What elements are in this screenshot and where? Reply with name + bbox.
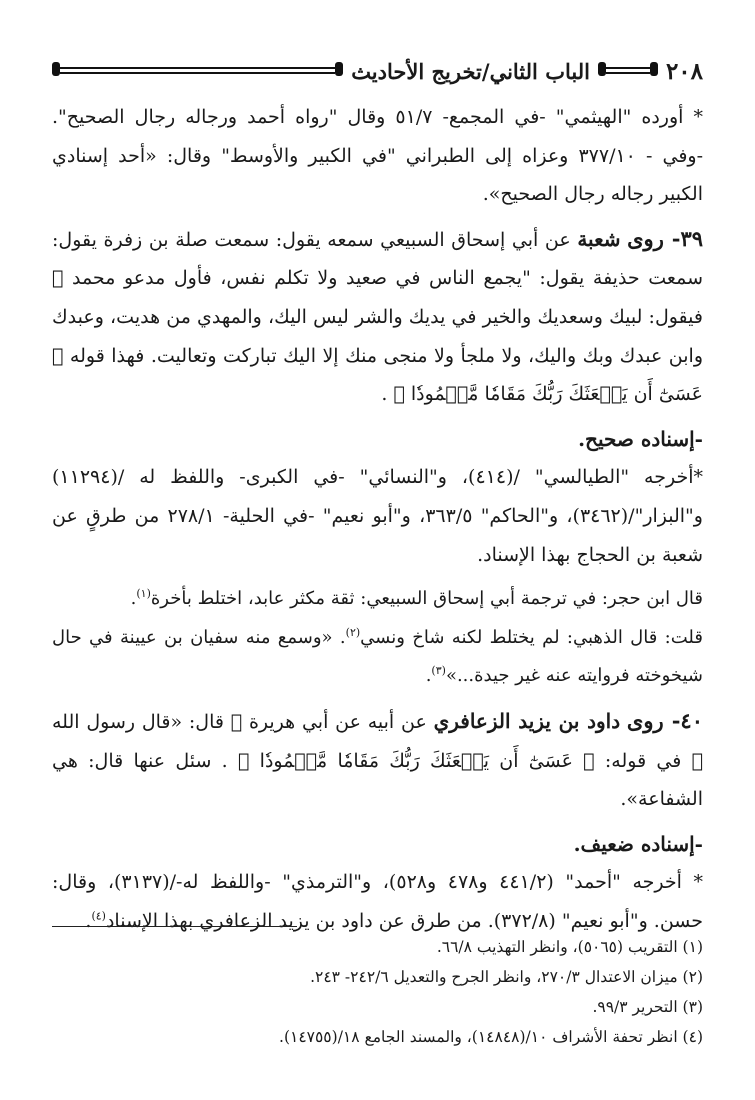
footnote-ref: (٤) [91,909,106,923]
hadith-text: عن أبيه عن أبي هريرة ﷺ قال: «قال رسول الله ﷺ في قوله: [52,710,704,772]
chapter-title: الباب الثاني/تخريج الأحاديث [351,58,590,84]
hadith-40: ٤٠- روى داود بن يزيد الزعافري عن أبيه عن أبي هريرة ﷺ قال: «قال رسول الله ﷺ في قوله: ﴿ عَسَىٰٓ أَن يَبۡعَثَكَ رَبُّكَ مَقَامٗا مَّحۡمُودٗا ﴾ . سئل عنها قال: هي الشفاعة». [52,707,704,811]
hadith-number: ٤٠- روى [626,707,703,733]
page [52,0,703,1100]
hadith-text: عن أبي إسحاق السبيعي سمعه يقول: سمعت صلة بن زفرة يقول: سمعت حذيفة يقول: "يجمع الناس في صعيد ولا تكلم نفس، فأول مدعو محمد ﷺ فيقول: لبيك وسعديك والخير في يديك والشر ليس اليك، والمهدي من هديت، وعبدك وابن عبدك وبك واليك، ولا ملجأ ولا منجى منك إلا اليك تباركت وتعاليت. فهذا قوله [52,228,703,367]
header-ornament-left [52,66,343,76]
paragraph: * أورده "الهيثمي" -في المجمع- ٥١/٧ وقال "رواه أحمد ورجاله رجال الصحيح". -وفي - ٣٧٧/١٠ وعزاه إلى الطبراني "في الكبير والأوسط" وقال: «أحد إسنادي الكبير رجاله رجال الصحيح». [52,106,703,206]
hadith-number: ٣٩- روى [627,225,704,251]
footnote: (٢) ميزان الاعتدال ٢٧٠/٣، وانظر الجرح والتعديل ٢٤٢/٦- ٢٤٣. [310,968,703,986]
hadith-39 [52,220,703,414]
ibn-hajar-quote: قال ابن حجر: في ترجمة أبي إسحاق السبيعي: ثقة مكثر عابد، اختلط بأخرة$^{(١)}$. [130,587,703,610]
main-text [52,98,703,940]
page-number: ٢٠٨ [665,57,703,85]
footnote-ref: (١) [136,587,151,601]
footnote: (٣) التحرير ٩٩/٣. [592,998,703,1016]
footnotes [52,932,703,1052]
isnad-grade: -إسناده ضعيف. [573,831,703,856]
header-ornament-right [598,66,658,76]
footnote-ref: (٢) [345,625,361,639]
running-header [52,50,703,92]
footnote-divider [52,926,297,927]
footnote-ref: (٣) [431,664,446,678]
narrator-name: داود بن يزيد الزعافري [433,708,621,733]
footnote: (١) التقريب (٥٠٦٥)، وانظر التهذيب ٦٦/٨. [436,938,703,956]
takhrij-paragraph: * أخرجه "أحمد" (٤٤١/٢ و٤٧٨ و٥٢٨)، و"الترمذي" -واللفظ له-/(٣١٣٧)، وقال: حسن. و"أبو نعيم" (٣٧٢/٨). من طرق عن داود بن يزيد الزعافري بهذا الإسناد$^{(٤)}$. [52,871,704,932]
isnad-grade: -إسناده صحيح. [578,426,703,451]
quran-verse: ﴿ عَسَىٰٓ أَن يَبۡعَثَكَ رَبُّكَ مَقَامٗا مَّحۡمُودٗا ﴾ . [52,344,703,406]
takhrij-paragraph: *أخرجه "الطيالسي" /(٤١٤)، و"النسائي" -في الكبرى- واللفظ له /(١١٢٩٤) و"البزار"/(٣٤٦٢)، و"الحاكم" ٣٦٣/٥، و"أبو نعيم" -في الحلية- ٢٧٨/١ من طرقٍ عن شعبة بن الحجاج بهذا الإسناد. [52,466,703,566]
quran-verse: ﴿ عَسَىٰٓ أَن يَبۡعَثَكَ رَبُّكَ مَقَامٗا مَّحۡمُودٗا ﴾ [238,749,595,772]
dhahabi-quote: قلت: قال الذهبي: لم يختلط لكنه شاخ ونسي$^{(٢)}$. «وسمع منه سفيان بن عيينة في حال شيخوخته فروايته عنه غير جيدة...»$^{(٣)}$. [52,625,703,687]
narrator-name: شعبة [577,226,621,251]
footnote: (٤) انظر تحفة الأشراف ١٠/(١٤٨٤٨)، والمسند الجامع ١٨/(١٤٧٥٥). [279,1028,703,1046]
